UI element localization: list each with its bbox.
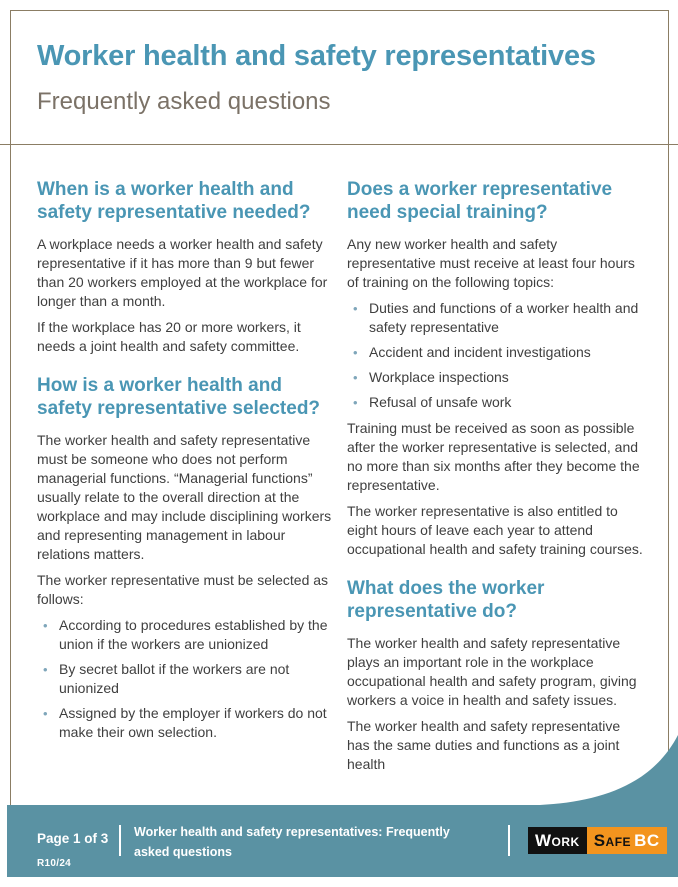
paragraph: The worker health and safety representative has the same duties and functions as a joint health xyxy=(347,718,621,772)
paragraph: A workplace needs a worker health and safety representative if it has more than 9 but fewer than 20 workers employed at the workplace for longer than a month. xyxy=(37,236,328,309)
list-item xyxy=(37,660,333,698)
section-training xyxy=(347,178,645,559)
list-item xyxy=(347,299,645,337)
worksafebc-logo xyxy=(528,827,667,854)
section-heading: When is a worker health and safety representative needed? xyxy=(37,179,311,223)
footer-divider xyxy=(508,825,510,856)
bullet-icon: • xyxy=(353,370,358,385)
paragraph: If the workplace has 20 or more workers, it needs a joint health and safety committee. xyxy=(37,319,301,354)
paragraph: Training must be received as soon as possible after the worker representative is selected, and no more than six months after they become the representative. xyxy=(347,420,640,493)
right-column xyxy=(347,178,645,774)
section-how-selected xyxy=(37,374,333,742)
list-item xyxy=(347,393,645,412)
list-item xyxy=(37,616,333,654)
section-heading: What does the worker representative do? xyxy=(347,578,545,622)
bullet-text: Assigned by the employer if workers do not make their own selection. xyxy=(59,705,327,740)
logo-bc-text: BC xyxy=(634,830,660,850)
paragraph: The worker representative is also entitled to eight hours of leave each year to attend occupational health and safety training courses. xyxy=(347,503,643,557)
bullet-text: Accident and incident investigations xyxy=(369,344,591,360)
bullet-icon: • xyxy=(43,618,48,633)
section-heading: Does a worker representative need special training? xyxy=(347,179,613,223)
section-when-needed xyxy=(37,178,333,356)
bullet-icon: • xyxy=(43,706,48,721)
page-subtitle: Frequently asked questions xyxy=(37,88,331,115)
bullet-text: Workplace inspections xyxy=(369,369,509,385)
paragraph: The worker health and safety representative plays an important role in the workplace occupational health and safety program, giving workers a voice in health and safety issues. xyxy=(347,635,637,708)
bullet-icon: • xyxy=(43,662,48,677)
list-item xyxy=(347,368,645,387)
bullet-text: Duties and functions of a worker health and safety representative xyxy=(369,300,639,335)
logo-work-segment: Work xyxy=(528,827,587,854)
bullet-text: Refusal of unsafe work xyxy=(369,394,512,410)
section-heading: How is a worker health and safety representative selected? xyxy=(37,375,321,419)
footer-bar xyxy=(7,805,678,877)
list-item xyxy=(347,343,645,362)
bullet-text: According to procedures established by the union if the workers are unionized xyxy=(59,617,328,652)
bullet-icon: • xyxy=(353,395,358,410)
header-divider-line xyxy=(0,144,678,145)
list-item xyxy=(37,704,333,742)
logo-safe-bc-segment xyxy=(587,827,667,854)
logo-safe-text: Safe xyxy=(593,830,632,850)
footer-divider xyxy=(119,825,121,856)
footer-doc-title: Worker health and safety representatives: Frequently asked questions xyxy=(134,825,450,859)
bullet-list xyxy=(37,616,333,742)
footer-swoosh-shape xyxy=(540,730,678,806)
bullet-icon: • xyxy=(353,301,358,316)
paragraph: Any new worker health and safety representative must receive at least four hours of training on the following topics: xyxy=(347,236,635,290)
page-title: Worker health and safety representatives xyxy=(37,40,596,72)
bullet-icon: • xyxy=(353,345,358,360)
bullet-list xyxy=(347,299,645,412)
bullet-text: By secret ballot if the workers are not unionized xyxy=(59,661,290,696)
page-number: Page 1 of 3 xyxy=(37,831,109,846)
paragraph: The worker representative must be selected as follows: xyxy=(37,572,329,607)
left-column xyxy=(37,178,333,749)
revision-code: R10/24 xyxy=(37,858,72,869)
paragraph: The worker health and safety representative must be someone who does not perform managerial functions. “Managerial functions” usually relate to the overall direction at the workplace and may include disciplining workers and representing management in labour relations matters. xyxy=(37,432,332,562)
